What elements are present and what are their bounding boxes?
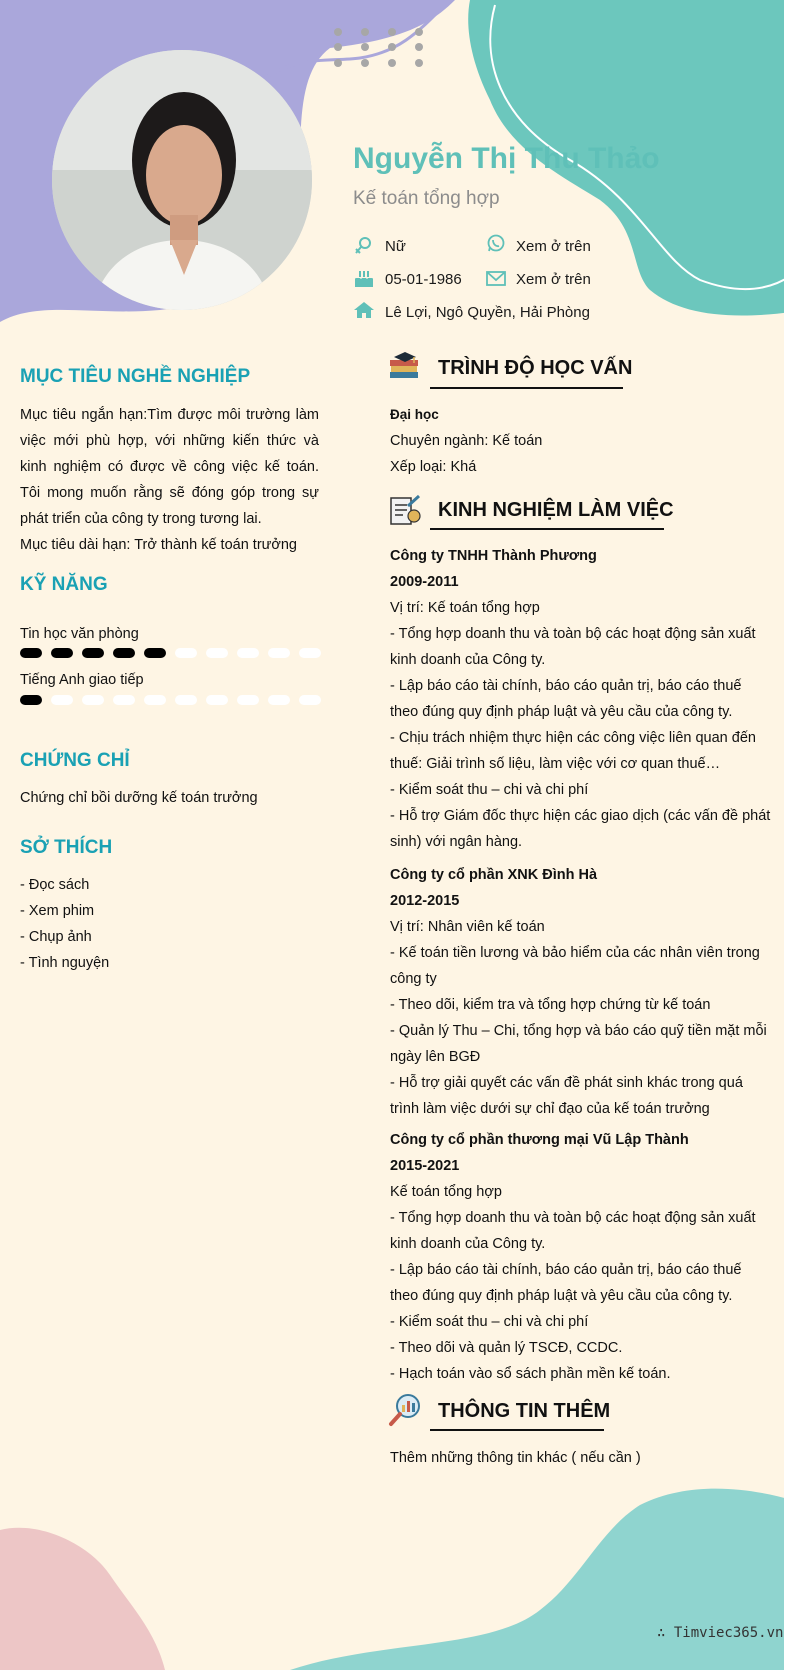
job-period: 2015-2021 bbox=[390, 1158, 460, 1174]
job-duty: - Quản lý Thu – Chi, tổng hợp và báo cáo quỹ tiền mặt mỗi ngày lên BGĐ bbox=[390, 1023, 767, 1065]
experience-job bbox=[390, 543, 772, 855]
skill-dot-empty bbox=[299, 695, 321, 705]
skill-label: Tiếng Anh giao tiếp bbox=[20, 672, 144, 688]
job-duty: - Lập báo cáo tài chính, báo cáo quản trị, báo cáo thuế theo đúng quy định pháp luật và yêu cầu của công ty. bbox=[390, 678, 742, 720]
skills-title: KỸ NĂNG bbox=[20, 574, 108, 595]
hobby-item: - Tình nguyện bbox=[20, 955, 110, 971]
experience-title: KINH NGHIỆM LÀM VIỆC bbox=[438, 499, 674, 521]
objective-title: MỤC TIÊU NGHỀ NGHIỆP bbox=[20, 366, 251, 387]
hobbies-title: SỞ THÍCH bbox=[20, 837, 113, 858]
job-duty: - Tổng hợp doanh thu và toàn bộ các hoạt động sản xuất kinh doanh của Công ty. bbox=[390, 1210, 756, 1252]
skill-dot-filled bbox=[82, 648, 104, 658]
skill-dot-empty bbox=[51, 695, 73, 705]
hobby-item: - Đọc sách bbox=[20, 877, 90, 893]
skill-dot-empty bbox=[175, 648, 197, 658]
experience-job bbox=[390, 1127, 772, 1387]
skill-dot-empty bbox=[175, 695, 197, 705]
skill-dot-empty bbox=[82, 695, 104, 705]
education-icon bbox=[388, 350, 422, 384]
job-duty: - Hạch toán vào sổ sách phần mền kế toán. bbox=[390, 1366, 671, 1382]
skill-dot-empty bbox=[237, 695, 259, 705]
job-company: Công ty cổ phần XNK Đình Hà bbox=[390, 867, 598, 883]
job-duty: - Lập báo cáo tài chính, báo cáo quản trị, báo cáo thuế theo đúng quy định pháp luật và yêu cầu của công ty. bbox=[390, 1262, 742, 1304]
job-role: Vị trí: Nhân viên kế toán bbox=[390, 919, 545, 935]
additional-info-icon bbox=[388, 1393, 422, 1427]
education-title: TRÌNH ĐỘ HỌC VẤN bbox=[438, 357, 633, 379]
gender-value: Nữ bbox=[385, 238, 406, 255]
job-company: Công ty TNHH Thành Phương bbox=[390, 548, 597, 564]
hobby-item: - Chụp ảnh bbox=[20, 929, 92, 945]
candidate-name: Nguyễn Thị Thu Thảo bbox=[353, 142, 660, 175]
skill-dot-empty bbox=[206, 695, 228, 705]
education-major: Chuyên ngành: Kế toán bbox=[390, 433, 543, 449]
skill-rating bbox=[20, 648, 320, 658]
education-block bbox=[390, 402, 772, 480]
job-duty: - Hỗ trợ giải quyết các vấn đề phát sinh khác trong quá trình làm việc dưới sự chỉ đạo của kế toán trưởng bbox=[390, 1075, 743, 1117]
skill-dot-filled bbox=[113, 648, 135, 658]
home-icon bbox=[353, 300, 375, 320]
certificates-title: CHỨNG CHỈ bbox=[20, 750, 130, 771]
skill-dot-empty bbox=[268, 648, 290, 658]
experience-title-underline bbox=[430, 528, 664, 530]
experience-icon bbox=[388, 492, 422, 526]
objective-long-term: Mục tiêu dài hạn: Trở thành kế toán trưởng bbox=[20, 537, 297, 553]
skill-dot-empty bbox=[268, 695, 290, 705]
page-edge bbox=[784, 0, 792, 1670]
phone-value[interactable]: Xem ở trên bbox=[516, 238, 591, 255]
gender-icon bbox=[353, 235, 375, 255]
additional-text: Thêm những thông tin khác ( nếu cần ) bbox=[390, 1450, 641, 1466]
education-grade: Xếp loại: Khá bbox=[390, 459, 477, 475]
job-role: Vị trí: Kế toán tổng hợp bbox=[390, 600, 540, 616]
skill-rating bbox=[20, 695, 320, 705]
email-value[interactable]: Xem ở trên bbox=[516, 271, 591, 288]
job-duty: - Kiểm soát thu – chi và chi phí bbox=[390, 1314, 589, 1330]
job-period: 2009-2011 bbox=[390, 574, 459, 590]
job-duty: - Tổng hợp doanh thu và toàn bộ các hoạt động sản xuất kinh doanh của Công ty. bbox=[390, 626, 756, 668]
phone-icon bbox=[485, 234, 507, 254]
skill-dot-empty bbox=[299, 648, 321, 658]
profile-photo bbox=[52, 50, 312, 310]
job-duty: - Hỗ trợ Giám đốc thực hiện các giao dịch (các vấn đề phát sinh) với ngân hàng. bbox=[390, 808, 771, 850]
job-role: Kế toán tổng hợp bbox=[390, 1184, 502, 1200]
job-duty: - Theo dõi và quản lý TSCĐ, CCDC. bbox=[390, 1340, 623, 1356]
skill-dot-empty bbox=[237, 648, 259, 658]
birthday-icon bbox=[353, 268, 375, 288]
candidate-position: Kế toán tổng hợp bbox=[353, 188, 500, 209]
job-company: Công ty cổ phần thương mại Vũ Lập Thành bbox=[390, 1132, 689, 1148]
address-value: Lê Lợi, Ngô Quyền, Hải Phòng bbox=[385, 304, 590, 321]
job-period: 2012-2015 bbox=[390, 893, 460, 909]
additional-title-underline bbox=[430, 1429, 604, 1431]
email-icon bbox=[485, 268, 507, 288]
skill-dot-filled bbox=[144, 648, 166, 658]
objective-text: Mục tiêu ngắn hạn:Tìm được môi trường làm việc mới phù hợp, với những kiến thức và kinh nghiệm có được về công việc kế toán. Tôi mong muốn rằng sẽ đóng góp trong sự phát triển của công ty trong tương lai. bbox=[20, 407, 319, 527]
skill-label: Tin học văn phòng bbox=[20, 626, 139, 642]
birthday-value: 05-01-1986 bbox=[385, 271, 462, 288]
job-duty: - Kế toán tiền lương và bảo hiểm của các nhân viên trong công ty bbox=[390, 945, 760, 987]
avatar-illustration bbox=[52, 50, 312, 310]
skill-dot-empty bbox=[206, 648, 228, 658]
skill-dot-filled bbox=[20, 695, 42, 705]
hobby-item: - Xem phim bbox=[20, 903, 95, 919]
job-duty: - Chịu trách nhiệm thực hiện các công việc liên quan đến thuế: Giải trình số liệu, làm việc với cơ quan thuế… bbox=[390, 730, 756, 772]
skill-dot-filled bbox=[20, 648, 42, 658]
education-school: Đại học bbox=[390, 407, 439, 422]
job-duty: - Kiểm soát thu – chi và chi phí bbox=[390, 782, 589, 798]
job-duty: - Theo dõi, kiểm tra và tổng hợp chứng từ kế toán bbox=[390, 997, 711, 1013]
brand-watermark[interactable]: ∴ Timviec365.vn bbox=[657, 1625, 784, 1641]
skill-dot-empty bbox=[113, 695, 135, 705]
skill-dot-empty bbox=[144, 695, 166, 705]
education-title-underline bbox=[430, 387, 623, 389]
experience-job bbox=[390, 862, 772, 1122]
skill-dot-filled bbox=[51, 648, 73, 658]
additional-title: THÔNG TIN THÊM bbox=[438, 1400, 611, 1422]
certificate-text: Chứng chỉ bồi dưỡng kế toán trưởng bbox=[20, 790, 258, 806]
